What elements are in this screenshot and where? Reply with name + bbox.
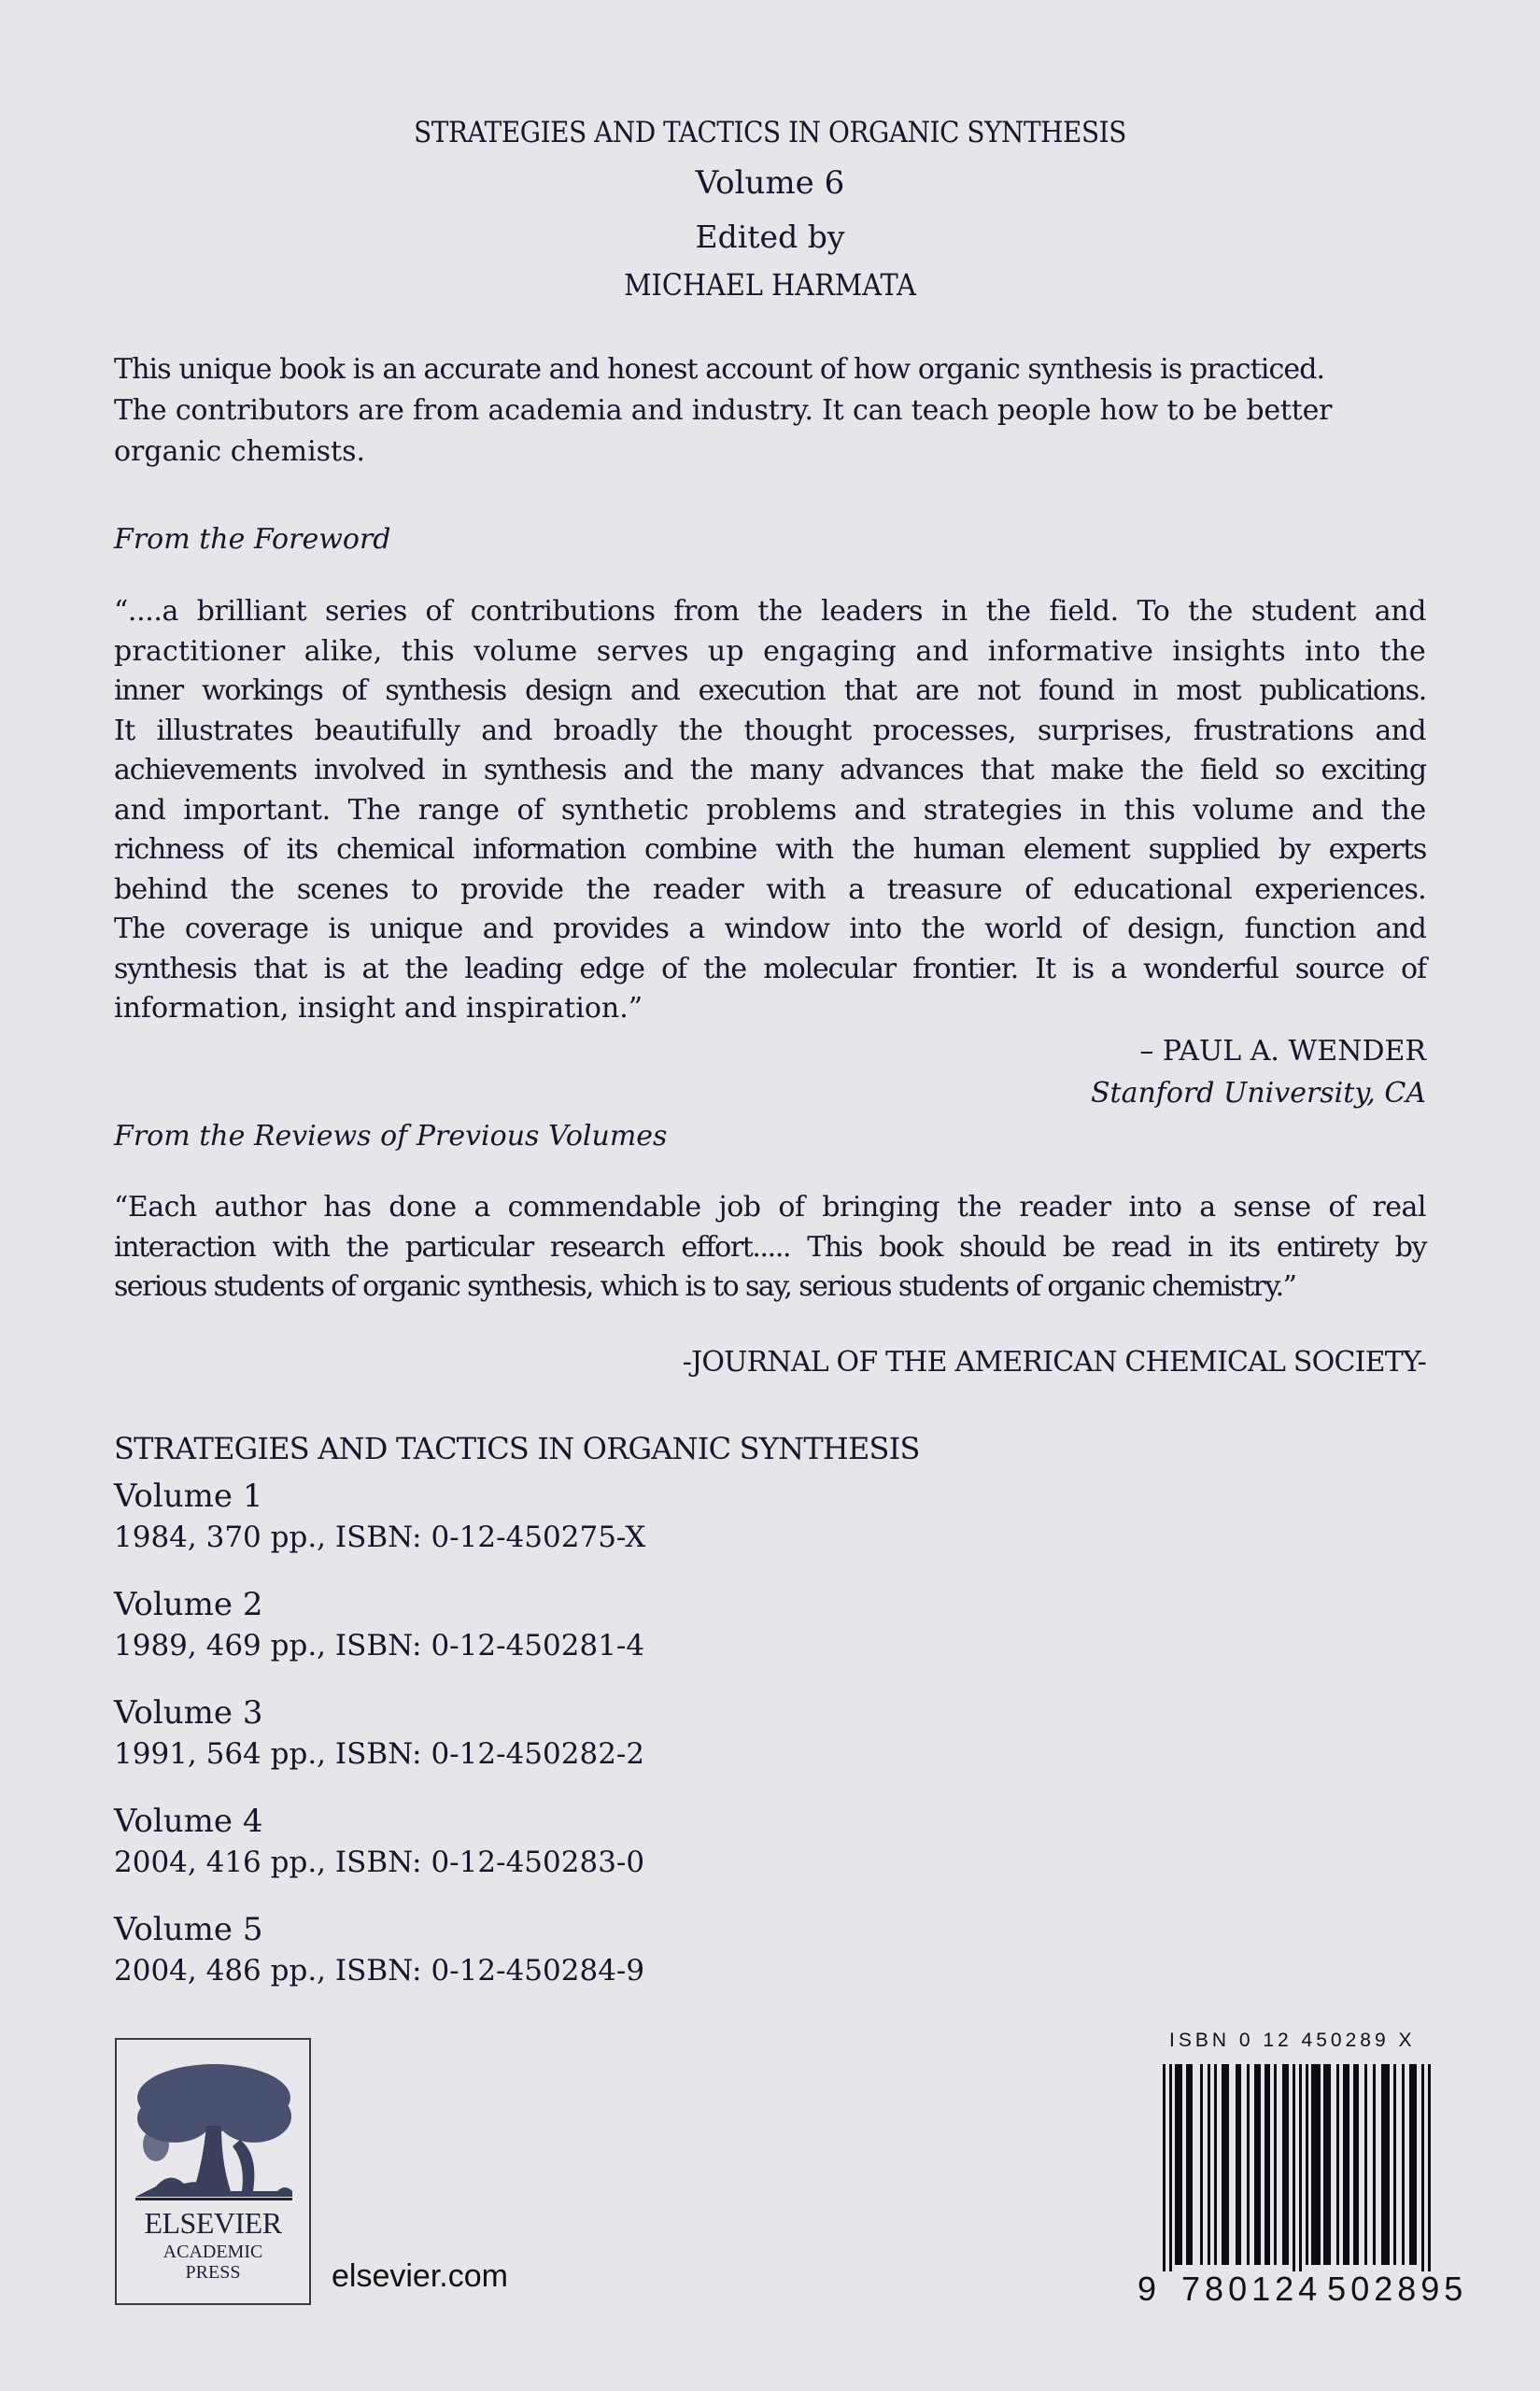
reviews-attribution: -JOURNAL OF THE AMERICAN CHEMICAL SOCIETY-: [682, 1346, 1426, 1379]
volume-4-info: 2004, 416 pp., ISBN: 0-12-450283-0: [114, 1846, 645, 1879]
volume-5-label: Volume 5: [114, 1911, 263, 1948]
quote-line: It illustrates beautifully and broadly the thought processes, surprises, frustrations and: [114, 714, 1426, 747]
barcode-icon: [1163, 2064, 1452, 2271]
edited-by-label: Edited by: [695, 219, 845, 255]
quote-line: serious students of organic synthesis, which is to say, serious students of organic chemistry.”: [114, 1270, 1296, 1303]
elsevier-tree-icon: [128, 2060, 302, 2210]
volume-1-info: 1984, 370 pp., ISBN: 0-12-450275-X: [114, 1521, 646, 1554]
volume-1-label: Volume 1: [114, 1478, 263, 1515]
ean-number: [1137, 2270, 1467, 2309]
quote-line: behind the scenes to provide the reader with a treasure of educational experiences.: [114, 872, 1426, 906]
volume-3-label: Volume 3: [114, 1694, 263, 1732]
publisher-website-link[interactable]: elsevier.com: [332, 2258, 508, 2294]
volume-3-info: 1991, 564 pp., ISBN: 0-12-450282-2: [114, 1737, 645, 1771]
foreword-quote: [114, 592, 1426, 1029]
quote-line: “....a brilliant series of contributions from the leaders in the field. To the student and: [114, 595, 1426, 628]
volume-5-info: 2004, 486 pp., ISBN: 0-12-450284-9: [114, 1954, 645, 1988]
quote-line: The coverage is unique and provides a window into the world of design, function and: [114, 913, 1426, 945]
quote-line: richness of its chemical information combine with the human element supplied by experts: [114, 833, 1426, 866]
quote-line: and important. The range of synthetic problems and strategies in this volume and the: [114, 793, 1426, 827]
series-title: STRATEGIES AND TACTICS IN ORGANIC SYNTHESIS: [414, 116, 1126, 149]
volume-number: Volume 6: [695, 164, 845, 202]
quote-line: achievements involved in synthesis and the many advances that make the field so exciting: [114, 754, 1426, 786]
description-line: organic chemists.: [114, 435, 366, 468]
ean-left-group: 780124: [1181, 2270, 1322, 2308]
ean-right-group: 502895: [1327, 2270, 1468, 2308]
ean-first-digit: 9: [1137, 2270, 1162, 2308]
volume-2-info: 1989, 469 pp., ISBN: 0-12-450281-4: [114, 1629, 645, 1662]
quote-line: information, insight and inspiration.”: [114, 992, 643, 1025]
imprint-line-1: ACADEMIC: [162, 2242, 263, 2262]
quote-line: inner workings of synthesis design and execution that are not found in most publications.: [114, 674, 1426, 707]
foreword-heading: From the Foreword: [114, 523, 391, 556]
isbn-label: ISBN 0 12 450289 X: [1169, 2030, 1416, 2051]
quote-line: “Each author has done a commendable job of bringing the reader into a sense of real: [114, 1191, 1426, 1224]
publisher-name: ELSEVIER: [144, 2206, 282, 2240]
publisher-logo: [115, 2038, 311, 2305]
volume-2-label: Volume 2: [114, 1586, 263, 1623]
quote-line: interaction with the particular research effort..... This book should be read in its entirety by: [114, 1230, 1426, 1264]
reviews-quote: [114, 1188, 1426, 1308]
volume-4-label: Volume 4: [114, 1803, 263, 1840]
reviews-heading: From the Reviews of Previous Volumes: [114, 1120, 668, 1153]
description-line: The contributors are from academia and industry. It can teach people how to be better: [114, 394, 1333, 427]
editor-name: MICHAEL HARMATA: [624, 267, 916, 303]
quote-line: practitioner alike, this volume serves up engaging and informative insights into the: [114, 634, 1426, 668]
description-line: This unique book is an accurate and honest account of how organic synthesis is practiced.: [114, 353, 1325, 386]
quote-line: synthesis that is at the leading edge of the molecular frontier. It is a wonderful source of: [114, 952, 1426, 985]
foreword-attribution-name: – PAUL A. WENDER: [1139, 1035, 1426, 1068]
book-description: [114, 349, 1426, 473]
imprint-line-2: PRESS: [185, 2262, 241, 2283]
series-list-heading: STRATEGIES AND TACTICS IN ORGANIC SYNTHESIS: [114, 1431, 920, 1466]
foreword-attribution-affiliation: Stanford University, CA: [1090, 1077, 1426, 1110]
